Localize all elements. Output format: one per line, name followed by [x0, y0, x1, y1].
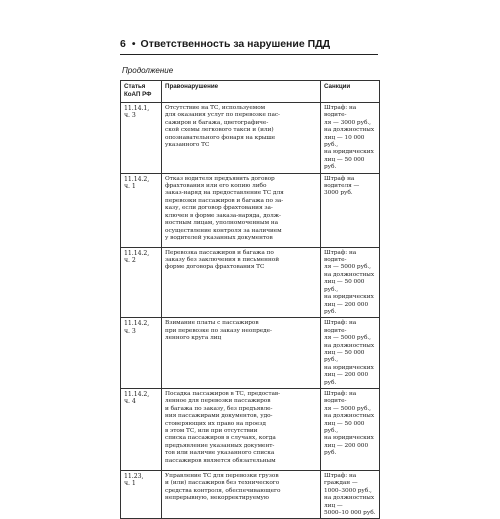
table-row [121, 388, 380, 470]
page-number: 6 [120, 38, 126, 50]
sanction-cell: Штраф: на водите- ля — 5000 руб., на должностных лиц — 50 000 руб., на юридических лиц — 200 000 руб. [321, 247, 380, 318]
page-header [120, 38, 380, 50]
article-cell: 11.14.2, ч. 4 [121, 388, 162, 470]
sanction-cell: Штраф: на граждан — 1000–3000 руб., на должностных лиц — 5000–10 000 руб. [321, 470, 380, 518]
table-header-row [121, 81, 380, 103]
column-header-article: Статья КоАП РФ [121, 81, 162, 103]
chapter-title: Ответственность за нарушение ПДД [140, 38, 331, 50]
article-cell: 11.14.1, ч. 3 [121, 103, 162, 174]
sanctions-table [120, 80, 380, 519]
column-header-offense: Правонарушение [162, 81, 321, 103]
header-rule [120, 54, 378, 55]
table-row [121, 247, 380, 318]
table-row [121, 470, 380, 518]
offense-cell: Отсутствие на ТС, используемом для оказания услуг по перевозке пас- сажиров и багажа, цветографиче- ской схемы легкового такси и (или) опознавательного фонаря на крыше указанного ТС [162, 103, 321, 174]
offense-cell: Взимание платы с пассажиров при перевозке по заказу неопреде- ленного круга лиц [162, 318, 321, 389]
article-cell: 11.14.2, ч. 2 [121, 247, 162, 318]
column-header-sanction: Санкции [321, 81, 380, 103]
table-row [121, 318, 380, 389]
sanction-cell: Штраф: на водите- ля — 3000 руб., на должностных лиц — 10 000 руб., на юридических лиц — 50 000 руб. [321, 103, 380, 174]
offense-cell: Перевозка пассажиров и багажа по заказу без заключения в письменной форме договора фрахтования ТС [162, 247, 321, 318]
sanction-cell: Штраф на водителя — 3000 руб. [321, 173, 380, 247]
table-row [121, 103, 380, 174]
offense-cell: Посадка пассажиров в ТС, предостав- ленное для перевозки пассажиров и багажа по заказу, без предъявле- ния пассажирами документов, удо- стоверяющих их право на проезд в этом ТС, или при отсутствии списка пассажиров в случаях, когда предъявление указанных документ- тов или наличие указанного списка пассажиров является обязательным [162, 388, 321, 470]
offense-cell: Управление ТС для перевозки грузов и (или) пассажиров без технического средства контроля, обеспечивающего непрерывную, некорректируемую [162, 470, 321, 518]
continuation-label: Продолжение [122, 66, 174, 75]
offense-cell: Отказ водителя предъявить договор фрахтования или его копию либо заказ-наряд на предоставление ТС для перевозки пассажиров и багажа по за- казу, если договор фрахтования за- ключен в форме заказа-наряда, долж- ностным лицам, уполномоченным на осуществление контроля за наличием у водителей указанных документов [162, 173, 321, 247]
sanction-cell: Штраф: на водите- ля — 5000 руб., на должностных лиц — 50 000 руб., на юридических лиц — 200 000 руб. [321, 318, 380, 389]
article-cell: 11.23, ч. 1 [121, 470, 162, 518]
header-bullet: • [131, 38, 136, 50]
table-row [121, 173, 380, 247]
article-cell: 11.14.2, ч. 1 [121, 173, 162, 247]
article-cell: 11.14.2, ч. 3 [121, 318, 162, 389]
sanction-cell: Штраф: на водите- ля — 5000 руб., на должностных лиц — 50 000 руб., на юридических лиц — 200 000 руб. [321, 388, 380, 470]
